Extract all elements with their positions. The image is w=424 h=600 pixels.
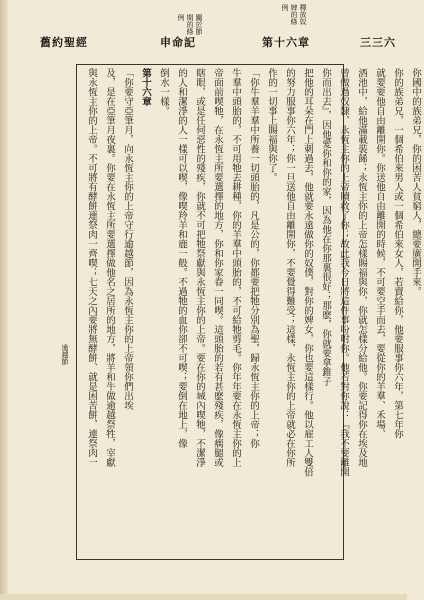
- page-bottom-edge: [0, 594, 407, 600]
- text-columns: [82, 68, 424, 556]
- book-title: 舊約聖經: [40, 36, 88, 49]
- text-column: 把他的耳朵在門上刺過去，他就要永遠做你的奴僕，對你的婢女，你也要這樣行。他以雇工人雙倍: [302, 68, 313, 477]
- text-column: 的努力服事你六年；你一旦送他自由離開你，不要覺得難受；這樣，永恆主你的上帝就必在你所: [284, 68, 295, 467]
- page-number: 三三六: [360, 36, 396, 49]
- footnote-line: 關於節: [195, 14, 203, 35]
- book-name: 申命記: [160, 36, 196, 49]
- text-column: 就要要他自由離開你。你送他自由離開的時候，不可要空手而去，要從你的羊羣、禾場、: [374, 68, 385, 439]
- footnote-line: 婢的條: [290, 4, 298, 25]
- text-column: 及，是在亞筆月夜裏。你要在永恆主所要選擇做他名之居所的地方，將羊和牛做逾越祭牲，宰獻: [104, 68, 115, 467]
- margin-note-passover: 逾越節: [61, 344, 69, 365]
- footnote-festivals: [176, 14, 203, 35]
- text-column: 「你要守亞筆月，向永恆主你的上帝守行逾越節，因為永恆主你的上帝領你們出埃: [122, 68, 133, 410]
- text-column: 作的一切事上賜福與你了。: [266, 68, 277, 182]
- text-column: 「你牛羣羊羣中所養一切頭胎的，凡是公的，你都要把牠分別為聖，歸永恆主你的上帝；你: [248, 68, 259, 448]
- text-column: 與永恆主你的上帝。不可將有酵餅連祭肉一齊喫；七天之內要將無酵餅、就是困苦餅，連祭肉一: [86, 68, 97, 467]
- page-edge: [0, 0, 8, 600]
- text-column: 你的族弟兄，一個希伯來男人或一個希伯來女人，若賣給你，他要服事你六年，第七年你: [392, 68, 403, 439]
- footnote-release-slaves: [280, 4, 307, 25]
- text-column: 的人和潔淨的人一樣可以喫，像喫羚羊和鹿一般。不過牠的血你卻不可喫；要倒在地上，像: [176, 68, 187, 448]
- text-column: 牛羣中頭胎的，不可用牠去耕種，你的羊羣中頭胎的，不可給牠剪毛。你年年要在永恆主你的上: [230, 68, 241, 467]
- footnote-line: 例: [281, 4, 289, 11]
- text-column: 帝面前喫牠，在永恆主所要選擇的地方，你和你家眷一同喫。這頭胎的若有甚麽殘疾，像瘸腿或: [212, 68, 223, 467]
- footnote-line: 期的條: [186, 14, 194, 35]
- footnote-line: 釋放奴: [299, 4, 307, 25]
- text-column: 你而出去』，因他愛你和你的家，因為他在你那裏很好；那麽，你就要拿錐子: [320, 68, 331, 387]
- footnote-line: 例: [177, 14, 185, 21]
- text-column: 酒池中，給他滿載裝餙；永恆主你的上帝怎樣賜福與你，你就怎樣分給他。你要記得你在埃及地: [356, 68, 367, 467]
- text-column: 曾做過奴隸，永恆主你的上帝贖救了你；故此我今日將這件事吩咐你。他若對你說：『我不要離開: [338, 68, 349, 477]
- chapter-label: 第十六章: [262, 36, 310, 49]
- text-column: 倒水一樣。: [158, 68, 169, 116]
- text-column: 瞎眼，或是任何惡性的殘疾，你就不可把牠祭獻與永恆主你的上帝。要在你的城內喫牠，不潔淨: [194, 68, 205, 467]
- chapter-heading: 第十六章: [140, 68, 151, 106]
- text-column: 你國中的族弟兄，你的困苦人貧窮人，總要廣開手來。: [410, 68, 421, 296]
